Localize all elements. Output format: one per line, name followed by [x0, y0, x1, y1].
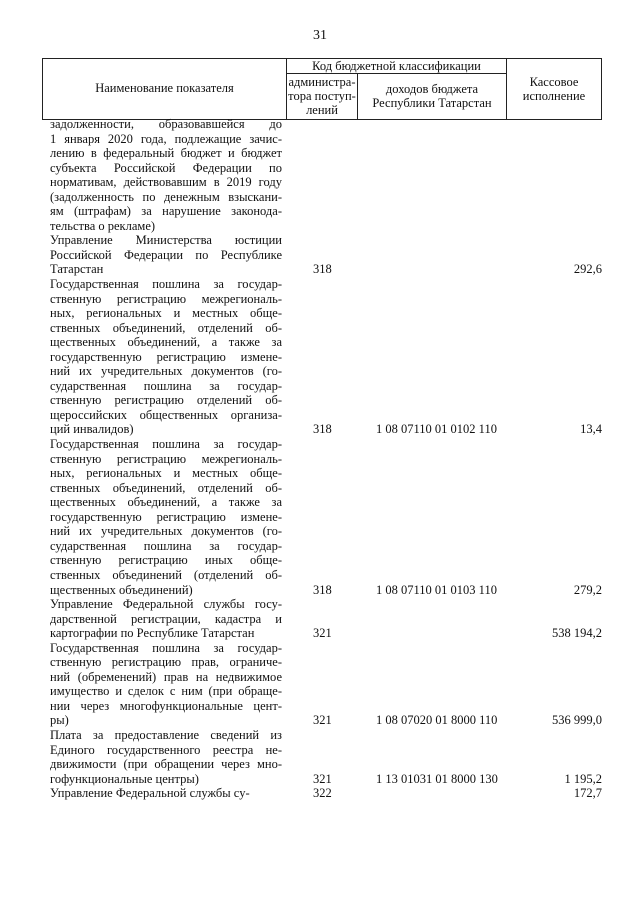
table-header [42, 58, 602, 120]
admin-code: 318 [313, 582, 332, 597]
indicator-name-line: ственных объединений, отделений об- [50, 480, 282, 495]
header-revenue-label: доходов бюджета Республики Татарстан [372, 82, 492, 110]
indicator-name-line: Единого государственного реестра не- [50, 742, 282, 757]
indicator-name-line: Управление Федеральной службы госу- [50, 597, 282, 612]
indicator-name-line: ций инвалидов) [50, 422, 134, 437]
table-body [42, 117, 602, 801]
indicator-name-line: ственную регистрацию иных обще- [50, 553, 282, 568]
indicator-name-line: Управление Федеральной службы су- [50, 786, 250, 801]
revenue-code: 1 13 01031 01 8000 130 [376, 771, 498, 786]
cash-amount: 13,4 [580, 422, 602, 437]
admin-code: 321 [313, 713, 332, 728]
indicator-name-line: имущество и сделок с ним (при обраще- [50, 684, 282, 699]
indicator-name-line: (задолженность по денежным взыскани- [50, 189, 282, 204]
admin-code: 322 [313, 786, 332, 801]
indicator-name-line: ний их учредительных документов (го- [50, 524, 282, 539]
header-admin-label: администра- тора поступ- лений [288, 75, 356, 117]
indicator-name-line: Управление Министерства юстиции [50, 233, 282, 248]
indicator-name [42, 641, 282, 728]
indicator-name-line: сударственная пошлина за государ- [50, 538, 282, 553]
revenue-code: 1 08 07020 01 8000 110 [376, 713, 498, 728]
indicator-name-line: гофункциональные центры) [50, 771, 199, 786]
indicator-name-line: дарственной регистрации, кадастра и [50, 611, 282, 626]
header-name-label: Наименование показателя [95, 81, 234, 95]
indicator-name [42, 728, 282, 786]
table-row [42, 728, 602, 786]
indicator-name-line: тельства о рекламе) [50, 218, 156, 233]
indicator-name-line: Плата за предоставление сведений из [50, 727, 282, 742]
table-row [42, 233, 602, 277]
indicator-name-line: картографии по Республике Татарстан [50, 626, 255, 641]
indicator-name-line: нии через многофункциональные цент- [50, 698, 282, 713]
indicator-name-line: ственную регистрацию прав, ограниче- [50, 655, 282, 670]
indicator-name-line: лению в федеральный бюджет и бюджет [50, 146, 282, 161]
table-row [42, 786, 602, 801]
indicator-name [42, 233, 282, 277]
admin-code: 321 [313, 626, 332, 641]
indicator-name-line: ственную регистрацию межрегиональ- [50, 451, 282, 466]
cash-amount: 538 194,2 [552, 626, 602, 641]
indicator-name-line: ственную регистрацию отделений об- [50, 393, 282, 408]
revenue-code: 1 08 07110 01 0103 110 [376, 582, 497, 597]
indicator-name-line: Государственная пошлина за государ- [50, 437, 282, 452]
indicator-name-line: Государственная пошлина за государ- [50, 277, 282, 292]
table-row [42, 117, 602, 233]
indicator-name-line: ных, региональных и местных обще- [50, 466, 282, 481]
header-cash-label: Кассовое исполнение [522, 75, 586, 103]
indicator-name [42, 786, 282, 801]
indicator-name [42, 117, 282, 233]
indicator-name-line: нормативам, действовавшим в 2019 году [50, 175, 282, 190]
indicator-name-line: сударственная пошлина за государ- [50, 378, 282, 393]
indicator-name-line: щественных объединений) [50, 582, 193, 597]
cash-amount: 1 195,2 [564, 771, 602, 786]
indicator-name-line: ных, региональных и местных обще- [50, 306, 282, 321]
cash-amount: 292,6 [573, 262, 602, 277]
indicator-name-line: ственных объединений, отделений об- [50, 320, 282, 335]
indicator-name-line: Государственная пошлина за государ- [50, 640, 282, 655]
admin-code: 321 [313, 771, 332, 786]
indicator-name-line: щественных объединений, а также за [50, 495, 282, 510]
indicator-name-line: Татарстан [50, 262, 104, 277]
indicator-name-line: Российской Федерации по Республике [50, 247, 282, 262]
table-row [42, 597, 602, 641]
cash-amount: 279,2 [573, 582, 602, 597]
revenue-code: 1 08 07110 01 0102 110 [376, 422, 497, 437]
indicator-name-line: щероссийских общественных организа- [50, 407, 282, 422]
cash-amount: 536 999,0 [552, 713, 602, 728]
header-group-label: Код бюджетной классификации [312, 59, 481, 73]
indicator-name-line: ры) [50, 713, 69, 728]
indicator-name-line: 1 января 2020 года, подлежащие зачис- [50, 131, 282, 146]
indicator-name [42, 597, 282, 641]
indicator-name-line: движимости (при обращении через мно- [50, 757, 282, 772]
admin-code: 318 [313, 422, 332, 437]
page-number: 31 [313, 28, 327, 43]
indicator-name [42, 437, 282, 597]
indicator-name-line: субъекта Российской Федерации по [50, 160, 282, 175]
indicator-name-line: щественных объединений, а также за [50, 335, 282, 350]
indicator-name-line: задолженности, образовавшейся до [50, 117, 282, 131]
indicator-name-line: ний (обременений) прав на недвижимое [50, 669, 282, 684]
indicator-name-line: ний их учредительных документов (го- [50, 364, 282, 379]
cash-amount: 172,7 [573, 786, 602, 801]
indicator-name [42, 277, 282, 437]
admin-code: 318 [313, 262, 332, 277]
indicator-name-line: государственную регистрацию измене- [50, 349, 282, 364]
table-row [42, 437, 602, 597]
indicator-name-line: государственную регистрацию измене- [50, 509, 282, 524]
indicator-name-line: ям (штрафам) за нарушение законода- [50, 204, 282, 219]
indicator-name-line: ственных объединений (отделений об- [50, 567, 282, 582]
table-row [42, 641, 602, 728]
table-row [42, 277, 602, 437]
indicator-name-line: ственную регистрацию межрегиональ- [50, 291, 282, 306]
